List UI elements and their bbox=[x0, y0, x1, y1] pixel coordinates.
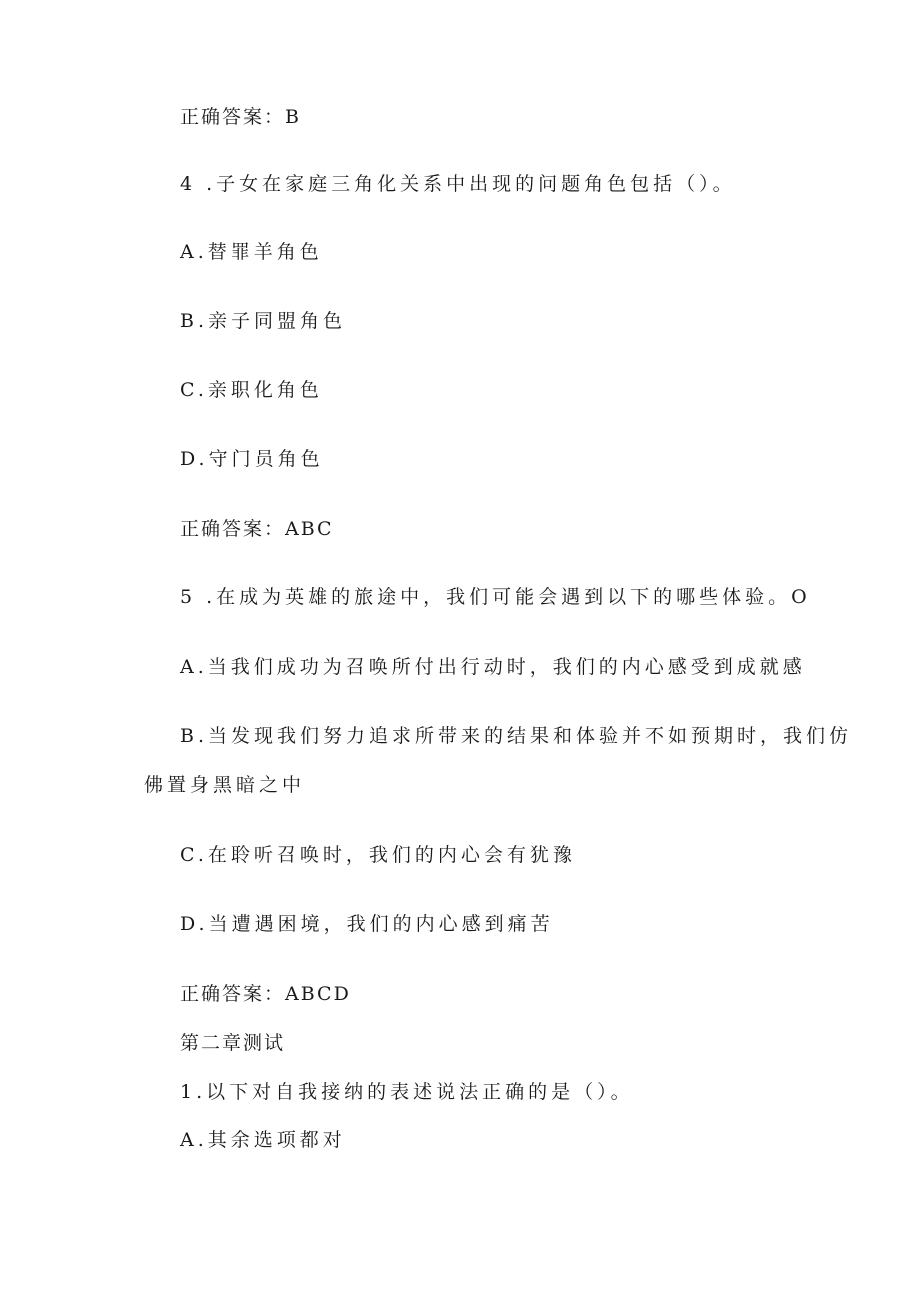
option-5a: A.当我们成功为召唤所付出行动时，我们的内心感受到成就感 bbox=[180, 656, 806, 678]
answer-line-q5: 正确答案：ABCD bbox=[180, 983, 351, 1005]
option-5d: D.当遭遇困境，我们的内心感到痛苦 bbox=[180, 913, 554, 935]
option-5b-continuation: 佛置身黑暗之中 bbox=[144, 774, 306, 796]
answer-line-q4: 正确答案：ABC bbox=[180, 518, 334, 540]
answer-line-q3: 正确答案：B bbox=[180, 106, 301, 128]
question-4: 4 .子女在家庭三角化关系中出现的问题角色包括（）。 bbox=[180, 173, 736, 195]
option-5c: C.在聆听召唤时，我们的内心会有犹豫 bbox=[180, 844, 576, 866]
option-5b: B.当发现我们努力追求所带来的结果和体验并不如预期时，我们仿 bbox=[180, 725, 853, 747]
option-4d: D.守门员角色 bbox=[180, 448, 324, 470]
question-ch2-1: 1.以下对自我接纳的表述说法正确的是（）。 bbox=[180, 1081, 634, 1103]
option-4c: C.亲职化角色 bbox=[180, 379, 323, 401]
question-5: 5 .在成为英雄的旅途中，我们可能会遇到以下的哪些体验。O bbox=[180, 586, 811, 608]
option-ch2-1a: A.其余选项都对 bbox=[180, 1129, 346, 1151]
option-4a: A.替罪羊角色 bbox=[180, 241, 323, 263]
chapter-heading: 第二章测试 bbox=[180, 1032, 286, 1054]
option-4b: B.亲子同盟角色 bbox=[180, 310, 347, 332]
